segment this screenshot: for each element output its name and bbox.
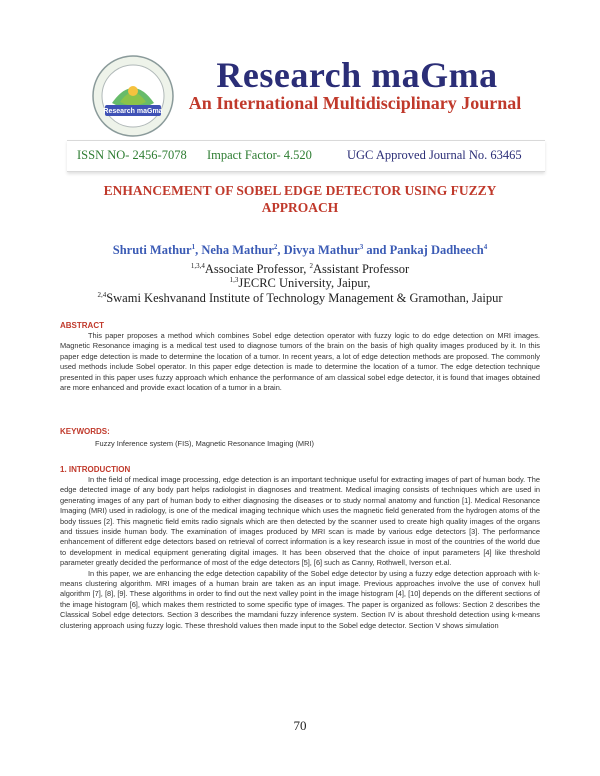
introduction-body [60, 475, 540, 631]
paper-title-line-2: APPROACH [261, 200, 339, 215]
abstract-body [60, 331, 540, 393]
aff-university: JECRC University, Jaipur, [238, 276, 371, 291]
aff-sup: 2 [309, 262, 313, 270]
aff-role-a: Associate Professor, [204, 262, 310, 277]
abstract-heading: ABSTRACT [60, 321, 104, 330]
introduction-heading: 1. INTRODUCTION [60, 465, 131, 474]
journal-title: Research maGma [216, 55, 498, 95]
paper-title-line-1: ENHANCEMENT OF SOBEL EDGE DETECTOR USING FUZZY [103, 183, 497, 198]
aff-sup: 1,3 [229, 276, 239, 284]
author-list: Shruti Mathur$^1$, Neha Mathur$^2$, Divya Mathur$^3$ and Pankaj Dadheech$^4$ [112, 243, 488, 258]
aff-role-b: Assistant Professor [313, 262, 410, 277]
journal-logo [92, 55, 174, 137]
author-sup: 3 [359, 243, 364, 251]
issn-number: ISSN NO- 2456-7078 [77, 148, 187, 162]
paper-title [80, 182, 520, 216]
affiliation-roles [60, 262, 540, 277]
aff-sup: 2,4 [97, 291, 107, 299]
affiliation-institute [60, 291, 540, 306]
aff-sup: 1,3,4 [190, 262, 205, 270]
abstract-text: This paper proposes a method which combines Sobel edge detection operator with fuzzy logic to do edge detection on MRI images. Magnetic Resonance imaging is a medical test used to diagnose tumors of the brain on the basis of high quality images produced by it. In this paper edge detection is made to determine the location of a tumor. In recent years, a lot of edge detection methods are proposed. The commonly used methods include Sobel operator. In this paper edge detection is made to determine the location of a tumor. The edge detection technique presented in this paper uses fuzzy approach which enhance the performance of am classical sobel edge detector, it is found that images obtained are more enhanced and provide exact location of a tumor in a brain. [60, 331, 540, 393]
keywords-text: Fuzzy Inference system (FIS), Magnetic Resonance Imaging (MRI) [95, 439, 314, 448]
author-sup: 2 [273, 243, 278, 251]
logo-banner-text: Research maGma [103, 108, 163, 115]
author-sup: 4 [483, 243, 488, 251]
intro-paragraph-1: In the field of medical image processing, edge detection is an important technique useful for extracting images of part of human body. The edge detected image of any body part helps radiologist in diagnoses and treatment. Medical imaging consists of techniques which are used in generating images of any part of human body to either diagnosing the diseases or to study normal anatomy and function [1]. Medical Resonance Imaging (MRI) used in radiology, is one of the medical imaging technique which uses the magnetic field generated from the hydrogen atoms of the body tissues [2]. This magnetic field emits radio signals which are then detected by the scanner used to create high quality images of the organs and tissues inside human body. The examination of images produced by MRI scan is made by various edge detectors [3]. The performance enhancement of different edge detectors based on retrieval of correct information is a key research issue in most of the countries of the world due to development in medical equipment generating digital images. It has been observed that the choice of input parameters [4] like threshold parameter greatly decided the performance of most of the edge detectors [5], [6] such as Canny, Rothwell, Iverson et.al. [60, 475, 540, 568]
journal-info-bar [67, 140, 545, 172]
author-name: Shruti Mathur [112, 243, 192, 258]
journal-subtitle: An International Multidisciplinary Journal [188, 93, 522, 113]
ugc-approval: UGC Approved Journal No. 63465 [347, 148, 522, 162]
author-name: Divya Mathur [283, 243, 360, 258]
author-sup: 1 [191, 243, 196, 251]
page-number: 70 [293, 718, 307, 733]
aff-institute: Swami Keshvanand Institute of Technology Management & Gramothan, Jaipur [106, 291, 503, 306]
author-name: Pankaj Dadheech [389, 243, 484, 258]
affiliation-university [60, 276, 540, 291]
intro-paragraph-2: In this paper, we are enhancing the edge detection capability of the Sobel edge detector by using a fuzzy edge detection approach with k-means clustering algorithm. MRI images of a human brain are taken as an input image. Previous approaches involve the use of convex hull algorithm [7], [8], [9]. These algorithms in order to find out the next valley point in the image histogram [4], [10] depends on the different sections of the image histogram [6], which makes them restricted to some specific type of images. The paper is organized as follows: Section 2 describes the Classical Sobel edge detectors. Section 3 describes the mamdani fuzzy inference system. Section IV is about threshold detection using k-means clustering approach using fuzzy logic. These threshold values then made input to the Sobel edge detector. Section V shows simulation [60, 568, 540, 630]
impact-factor: Impact Factor- 4.520 [207, 148, 312, 162]
keywords-heading: KEYWORDS: [60, 427, 110, 436]
author-name: Neha Mathur [201, 243, 274, 258]
